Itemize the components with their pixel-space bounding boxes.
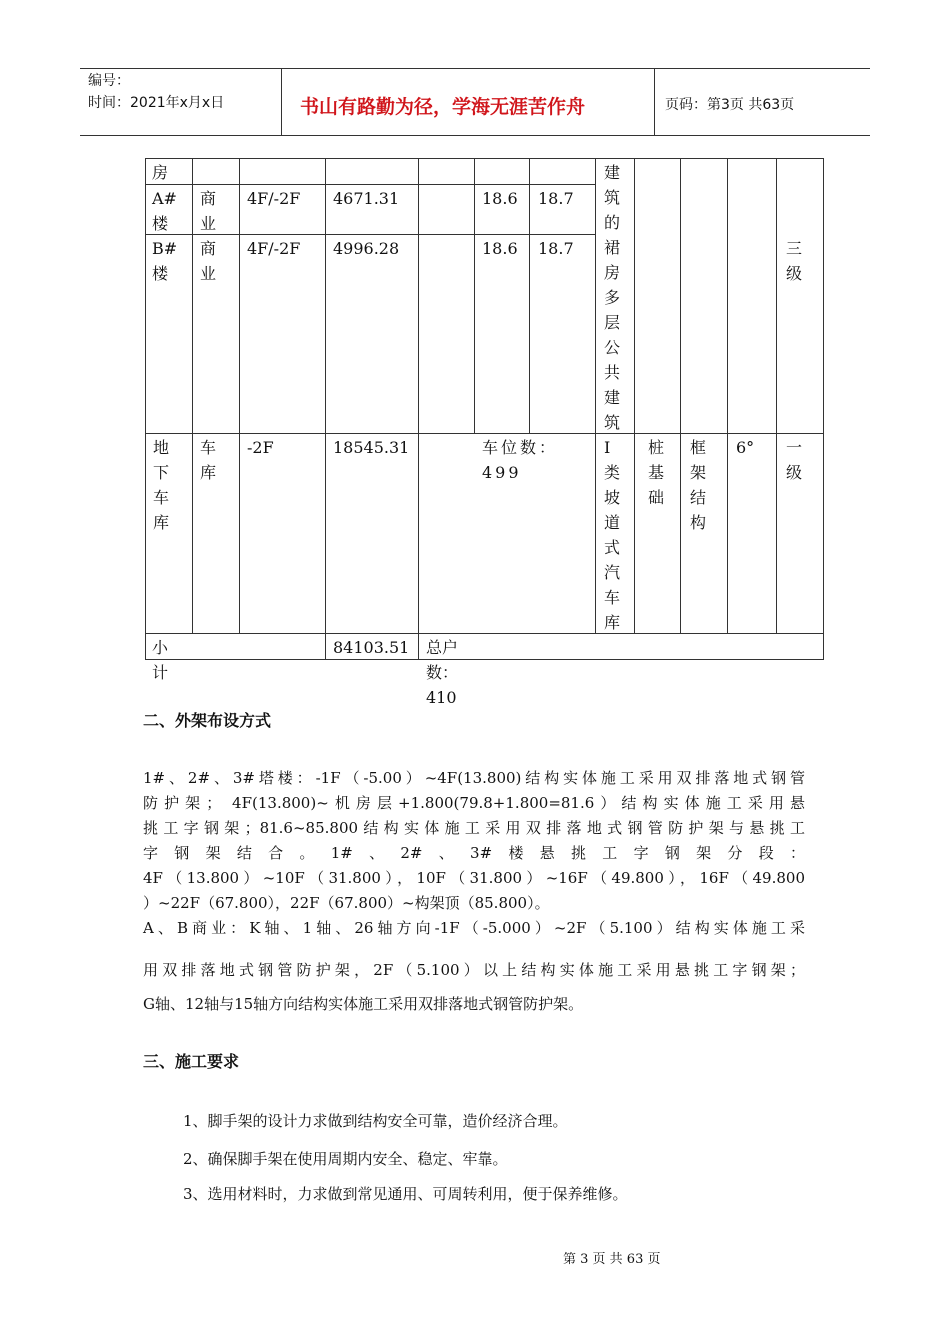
footer-page-number: 第 3 页 共 63 页 [563,1252,661,1267]
table-cell: 18.6 [482,189,518,208]
paragraph-line: 防护架； 4F(13.800)~机房层+1.800(79.8+1.800=81.6）结构实体施工采用悬 [143,794,805,812]
table-cell: 车库 [200,438,217,482]
table-line [145,659,824,660]
section-paragraph [143,766,805,941]
table-cell-subtotal-label: 小计 [152,638,169,682]
table-cell: 一级 [786,438,803,482]
header-page-number: 页码：第3页 共63页 [665,97,795,113]
table-line [680,158,681,633]
table-cell: I类坡道式汽车库 [604,438,621,632]
table-line [823,158,824,659]
table-cell: -2F [247,438,274,457]
header-info [88,70,224,114]
table-cell: 4996.28 [333,239,400,258]
header-motto: 书山有路勤为径，学海无涯苦作舟 [300,96,586,118]
paragraph-line: G轴、12轴与15轴方向结构实体施工采用双排落地式钢管防护架。 [143,995,584,1013]
code-label: 编号： [88,73,130,89]
table-line [145,158,824,159]
header-bottom-rule [80,135,870,136]
table-cell: 桩基础 [648,438,665,507]
table-line [192,158,193,633]
table-line [145,433,824,434]
time-label: 时间：2021年x月x日 [88,95,225,111]
paragraph-line: 挑工字钢架；81.6~85.800结构实体施工采用双排落地式钢管防护架与悬挑工 [143,819,805,837]
table-cell: 商业 [200,189,217,233]
table-cell-subtotal-area: 84103.51 [333,638,410,657]
table-line [145,158,146,659]
table-line [145,184,595,185]
table-cell: 4F/-2F [247,239,301,258]
requirement-item: 3、选用材料时，力求做到常见通用、可周转利用，便于保养维修。 [183,1185,628,1203]
paragraph-line: A、B商业：K轴、1轴、26轴方向-1F（-5.000）~2F（5.100）结构实体施工采 [143,919,805,937]
table-cell: 4671.31 [333,189,400,208]
table-cell: 地下车库 [153,438,170,532]
section-heading: 二、外架布设方式 [143,711,272,730]
table-line [145,633,824,634]
table-line [529,158,530,434]
requirement-item: 1、脚手架的设计力求做到结构安全可靠，造价经济合理。 [183,1112,568,1130]
table-cell: 6° [736,438,755,457]
paragraph-line: 1#、2#、3#塔楼：-1F（-5.00）~4F(13.800)结构实体施工采用双排落地式钢管 [143,769,805,787]
table-cell: 18545.31 [333,438,410,457]
table-cell: 18.7 [538,189,574,208]
header-top-rule [80,68,870,69]
table-line [474,158,475,434]
table-line [776,158,777,633]
table-cell: 4F/-2F [247,189,301,208]
table-line [595,158,596,633]
section-heading: 三、施工要求 [143,1052,240,1071]
table-line [239,158,240,633]
table-line [325,158,326,659]
table-cell: 框架结构 [690,438,707,532]
table-cell-household-total: 总户数：410 [426,638,459,707]
paragraph-line: ）~22F（67.800），22F（67.800）~构架顶（85.800）。 [143,894,550,912]
paragraph-line: 用双排落地式钢管防护架，2F（5.100）以上结构实体施工采用悬挑工字钢架； [143,961,805,979]
table-cell: 房 [152,163,169,182]
table-cell: 18.7 [538,239,574,258]
requirement-item: 2、确保脚手架在使用周期内安全、稳定、牢靠。 [183,1150,508,1168]
table-line [727,158,728,633]
table-cell: 18.6 [482,239,518,258]
table-cell: 车位数：499 [482,438,559,482]
header-divider-1 [281,68,282,135]
paragraph-line: 字钢架结合。1#、2#、3#楼悬挑工字钢架分段： [143,844,805,862]
table-cell: A#楼 [152,189,177,233]
paragraph-line: 4F（13.800）~10F（31.800），10F（31.800）~16F（49.800），16F（49.800 [143,869,805,887]
table-line [418,158,419,659]
table-cell-grade: 三级 [786,239,803,283]
table-cell-building-type: 建筑的裙房多层公共建筑 [604,163,621,432]
header-divider-2 [654,68,655,135]
table-line [634,158,635,633]
table-cell: B#楼 [152,239,178,283]
table-cell: 商业 [200,239,217,283]
